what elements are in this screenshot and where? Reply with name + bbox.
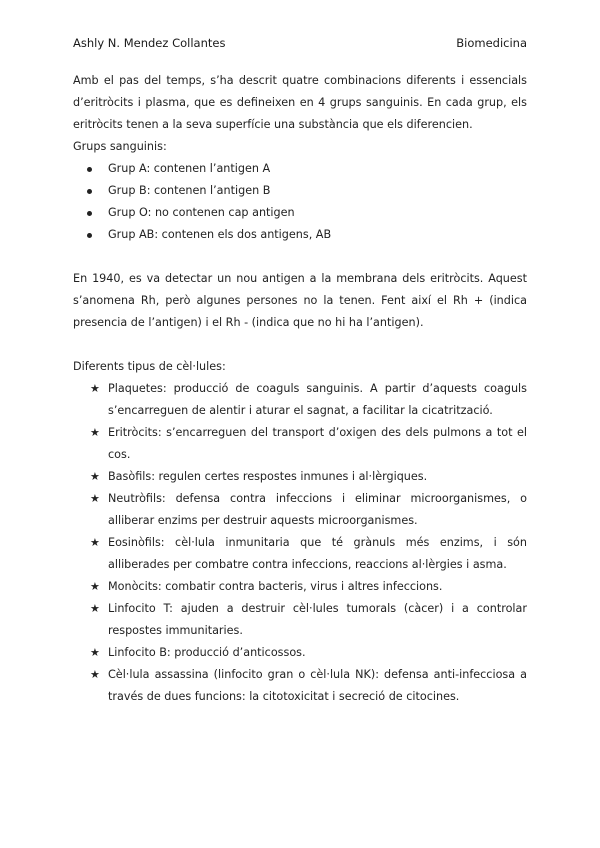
list-item: ★ Neutròfils: defensa contra infeccions i eliminar microorganismes, o alliberar enzims per destruir aquests microorganismes. — [73, 488, 527, 532]
star-bullet-icon: ★ — [90, 646, 100, 659]
list-item: ★ Linfocito B: producció d’anticossos. — [73, 642, 527, 664]
blood-groups-list — [73, 158, 527, 246]
star-bullet-icon: ★ — [90, 536, 100, 549]
star-bullet-icon: ★ — [90, 602, 100, 615]
list-item: ★ Linfocito T: ajuden a destruir cèl·lules tumorals (càcer) i a controlar respostes immunitaries. — [73, 598, 527, 642]
list-item: Grup O: no contenen cap antigen — [73, 202, 527, 224]
list-item: ★ Eritròcits: s’encarreguen del transport d’oxigen des dels pulmons a tot el cos. — [73, 422, 527, 466]
intro-paragraph: Amb el pas del temps, s’ha descrit quatre combinacions diferents i essencials d’eritròcits i plasma, que es defineixen en 4 grups sanguinis. En cada grup, els eritròcits tenen a la seva superfície una substància que els diferencien. — [73, 74, 527, 131]
subject-title: Biomedicina — [456, 36, 527, 50]
list-item: ★ Monòcits: combatir contra bacteris, virus i altres infeccions. — [73, 576, 527, 598]
star-bullet-icon: ★ — [90, 668, 100, 681]
spacer — [73, 246, 527, 268]
list-item: ★ Plaquetes: producció de coaguls sanguinis. A partir d’aquests coaguls s’encarreguen de alentir i aturar el sagnat, a facilitar la cicatrització. — [73, 378, 527, 422]
bullet-icon — [87, 211, 92, 216]
list-item: ★ Cèl·lula assassina (linfocito gran o cèl·lula NK): defensa anti-infecciosa a través de dues funcions: la citotoxicitat i secreció de citocines. — [73, 664, 527, 708]
author-name: Ashly N. Mendez Collantes — [73, 36, 226, 50]
list-item: Grup A: contenen l’antigen A — [73, 158, 527, 180]
cell-types-list — [73, 378, 527, 708]
groups-label: Grups sanguinis: — [73, 140, 167, 153]
star-bullet-icon: ★ — [90, 426, 100, 439]
bullet-icon — [87, 189, 92, 194]
list-item: ★ Eosinòfils: cèl·lula inmunitaria que té grànuls més enzims, i són alliberades per combatre contra infeccions, reaccions al·lèrgies i asma. — [73, 532, 527, 576]
spacer — [73, 334, 527, 356]
star-bullet-icon: ★ — [90, 382, 100, 395]
list-item: Grup B: contenen l’antigen B — [73, 180, 527, 202]
bullet-icon — [87, 233, 92, 238]
bullet-icon — [87, 167, 92, 172]
star-bullet-icon: ★ — [90, 492, 100, 505]
list-item: Grup AB: contenen els dos antigens, AB — [73, 224, 527, 246]
rh-paragraph: En 1940, es va detectar un nou antigen a la membrana dels eritròcits. Aquest s’anomena Rh, però algunes persones no la tenen. Fent així el Rh + (indica presencia de l’antigen) i el Rh - (indica que no hi ha l’antigen). — [73, 272, 527, 329]
star-bullet-icon: ★ — [90, 580, 100, 593]
cells-label: Diferents tipus de cèl·lules: — [73, 360, 226, 373]
star-bullet-icon: ★ — [90, 470, 100, 483]
page-content — [73, 70, 527, 708]
list-item: ★ Basòfils: regulen certes respostes inmunes i al·lèrgiques. — [73, 466, 527, 488]
page-header — [73, 36, 527, 50]
